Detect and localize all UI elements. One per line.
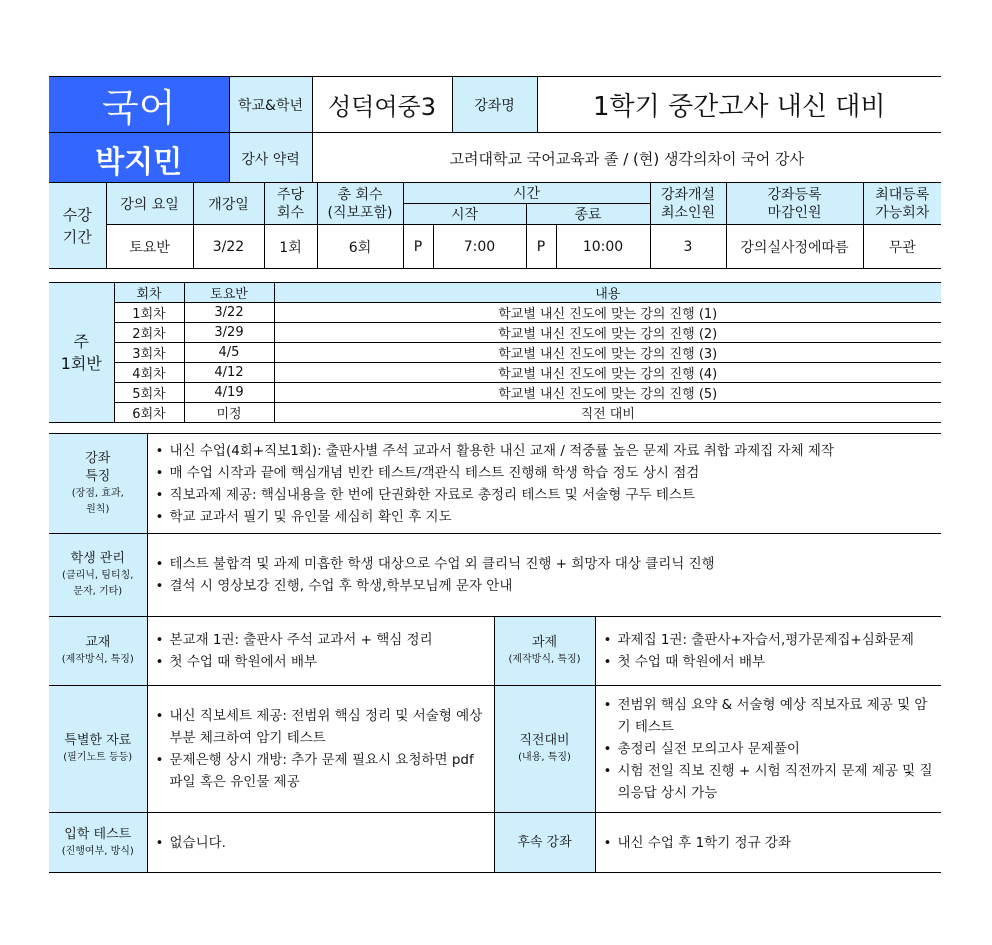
textbook-label-text: 교재 — [85, 635, 111, 650]
value-deadline: 강의실사정에따름 — [726, 225, 863, 269]
features-label-1: 강좌 — [85, 450, 111, 466]
header-total-1: 총 회수 — [337, 186, 383, 203]
followup-content — [595, 813, 941, 873]
value-start-time: 7:00 — [433, 225, 526, 269]
table-row — [49, 343, 941, 363]
management-list — [148, 550, 942, 600]
followup-label — [494, 813, 595, 873]
period-label — [49, 183, 106, 269]
header-table — [49, 76, 941, 185]
list-item: • 학교 교과서 필기 및 유인물 세심히 확인 후 지도 — [156, 506, 934, 528]
header-start: 시작 — [403, 204, 526, 225]
final-label — [494, 686, 595, 813]
weekly-table — [49, 282, 941, 423]
entrance-list — [148, 829, 494, 857]
list-item: • 없습니다. — [156, 832, 486, 854]
list-item: • 본교재 1권: 출판사 주석 교과서 + 핵심 정리 — [156, 629, 486, 651]
school-value: 성덕여중3 — [312, 77, 452, 133]
list-item: • 테스트 불합격 및 과제 미흡한 학생 대상으로 수업 외 클리닉 진행 + 희망자 대상 클리닉 진행 — [156, 553, 934, 575]
value-start-date: 3/22 — [193, 225, 264, 269]
special-label-text: 특별한 자료 — [64, 733, 132, 748]
header-end: 종료 — [526, 204, 650, 225]
weekly-session: 1회차 — [114, 303, 184, 323]
header-deadline — [726, 183, 863, 225]
weekly-content: 학교별 내신 진도에 맞는 강의 진행 (4) — [274, 363, 941, 383]
value-day: 토요반 — [106, 225, 193, 269]
header-min — [650, 183, 726, 225]
weekly-header-session: 회차 — [114, 283, 184, 303]
header-min-2: 최소인원 — [660, 204, 716, 221]
value-max: 무관 — [863, 225, 941, 269]
header-max-1: 최대등록 — [875, 186, 930, 203]
management-content — [147, 534, 941, 617]
value-end-ampm: P — [526, 225, 556, 269]
homework-sub: (제작방식, 특징) — [508, 654, 581, 665]
weekly-session: 3회차 — [114, 343, 184, 363]
textbook-content — [147, 617, 494, 686]
header-max — [863, 183, 941, 225]
homework-list — [596, 626, 942, 676]
features-sub: (장점, 효과, 원칙) — [71, 487, 124, 515]
period-label-line2: 기간 — [62, 227, 92, 246]
management-label-text: 학생 관리 — [70, 551, 125, 566]
weekly-content: 학교별 내신 진도에 맞는 강의 진행 (2) — [274, 323, 941, 343]
weekly-content: 학교별 내신 진도에 맞는 강의 진행 (5) — [274, 383, 941, 403]
teacher-name: 박지민 — [49, 133, 229, 185]
entrance-label — [49, 813, 147, 873]
weekly-date: 4/5 — [184, 343, 274, 363]
management-sub: (클리닉, 팀티칭, 문자, 기타) — [62, 570, 134, 597]
weekly-date: 3/22 — [184, 303, 274, 323]
weekly-side-label-2: 1회반 — [60, 353, 102, 373]
table-row — [49, 403, 941, 423]
header-total — [317, 183, 403, 225]
entrance-sub: (진행여부, 방식) — [61, 845, 134, 857]
list-item: • 과제집 1권: 출판사+자습서,평가문제집+심화문제 — [604, 629, 934, 651]
table-row — [49, 323, 941, 343]
weekly-date: 4/19 — [184, 383, 274, 403]
features-list — [148, 437, 942, 531]
career-label: 강사 약력 — [229, 133, 312, 185]
final-label-text: 직전대비 — [519, 733, 570, 748]
career-value: 고려대학교 국어교육과 졸 / (현) 생각의차이 국어 강사 — [312, 133, 941, 185]
textbook-list — [148, 626, 494, 676]
list-item: • 결석 시 영상보강 진행, 수업 후 학생,학부모님께 문자 안내 — [156, 575, 934, 597]
list-item: • 시험 전일 직보 진행 + 시험 직전까지 문제 제공 및 질의응답 상시 가능 — [604, 760, 934, 804]
weekly-session: 2회차 — [114, 323, 184, 343]
header-day: 강의 요일 — [106, 183, 193, 225]
features-label — [49, 434, 147, 534]
header-per-week-1: 주당 — [276, 186, 305, 203]
list-item: • 첫 수업 때 학원에서 배부 — [604, 651, 934, 673]
school-label: 학교&학년 — [229, 77, 312, 133]
list-item: • 총정리 실전 모의고사 문제풀이 — [604, 738, 934, 760]
list-item: • 직보과제 제공: 핵심내용을 한 번에 단권화한 자료로 총정리 테스트 및 서술형 구두 테스트 — [156, 484, 934, 506]
management-label — [49, 534, 147, 617]
list-item: • 내신 직보세트 제공: 전범위 핵심 정리 및 서술형 예상 부분 체크하여 암기 테스트 — [156, 705, 486, 749]
weekly-date: 미정 — [184, 403, 274, 423]
homework-label — [494, 617, 595, 686]
weekly-side-label-1: 주 — [73, 331, 89, 351]
value-total: 6회 — [317, 225, 403, 269]
list-item: • 내신 수업 후 1학기 정규 강좌 — [604, 832, 934, 854]
header-min-1: 강좌개설 — [660, 186, 716, 203]
course-name: 1학기 중간고사 내신 대비 — [537, 77, 941, 133]
period-label-line1: 수강 — [62, 205, 92, 224]
weekly-content: 학교별 내신 진도에 맞는 강의 진행 (3) — [274, 343, 941, 363]
weekly-session: 6회차 — [114, 403, 184, 423]
special-sub: (필기노트 등등) — [63, 752, 133, 763]
value-start-ampm: P — [403, 225, 433, 269]
special-list — [148, 702, 494, 796]
weekly-content: 학교별 내신 진도에 맞는 강의 진행 (1) — [274, 303, 941, 323]
table-row — [49, 303, 941, 323]
textbook-label — [49, 617, 147, 686]
table-row — [49, 363, 941, 383]
value-per-week: 1회 — [264, 225, 317, 269]
features-label-2: 특징 — [85, 468, 111, 484]
list-item: • 매 수업 시작과 끝에 핵심개념 빈칸 테스트/객관식 테스트 진행해 학생 학습 정도 상시 점검 — [156, 462, 934, 484]
weekly-date: 3/29 — [184, 323, 274, 343]
list-item: • 문제은행 상시 개방: 추가 문제 필요시 요청하면 pdf파일 혹은 유인물 제공 — [156, 749, 486, 793]
homework-label-text: 과제 — [531, 635, 558, 650]
header-time: 시간 — [403, 183, 650, 204]
homework-content — [595, 617, 941, 686]
header-per-week — [264, 183, 317, 225]
final-list — [596, 691, 942, 807]
weekly-date: 4/12 — [184, 363, 274, 383]
followup-label-text: 후속 강좌 — [517, 834, 572, 850]
weekly-session: 4회차 — [114, 363, 184, 383]
header-max-2: 가능회차 — [875, 204, 930, 221]
weekly-header-day: 토요반 — [184, 283, 274, 303]
special-label — [49, 686, 147, 813]
list-item: • 전범위 핵심 요약 & 서술형 예상 직보자료 제공 및 암기 테스트 — [604, 694, 934, 738]
entrance-label-text: 입학 테스트 — [64, 826, 132, 842]
weekly-session: 5회차 — [114, 383, 184, 403]
textbook-sub: (제작방식, 특징) — [61, 654, 134, 665]
value-end-time: 10:00 — [556, 225, 650, 269]
list-item: • 첫 수업 때 학원에서 배부 — [156, 651, 486, 673]
course-label: 강좌명 — [452, 77, 537, 133]
final-content — [595, 686, 941, 813]
header-deadline-1: 강좌등록 — [767, 186, 822, 203]
subject-title: 국어 — [49, 77, 229, 133]
weekly-side-label — [49, 283, 114, 423]
final-sub: (내용, 특징) — [518, 752, 571, 763]
header-per-week-2: 회수 — [276, 204, 305, 221]
entrance-content — [147, 813, 494, 873]
features-content — [147, 434, 941, 534]
special-content — [147, 686, 494, 813]
header-start-date: 개강일 — [193, 183, 264, 225]
schedule-table — [49, 182, 941, 269]
header-deadline-2: 마감인원 — [767, 204, 822, 221]
header-total-2: (직보포함) — [327, 204, 393, 221]
value-min: 3 — [650, 225, 726, 269]
list-item: • 내신 수업(4회+직보1회): 출판사별 주석 교과서 활용한 내신 교재 / 적중률 높은 문제 자료 취합 과제집 자체 제작 — [156, 440, 934, 462]
table-row — [49, 383, 941, 403]
details-table — [49, 433, 941, 873]
weekly-content: 직전 대비 — [274, 403, 941, 423]
followup-list — [596, 829, 942, 857]
weekly-header-content: 내용 — [274, 283, 941, 303]
